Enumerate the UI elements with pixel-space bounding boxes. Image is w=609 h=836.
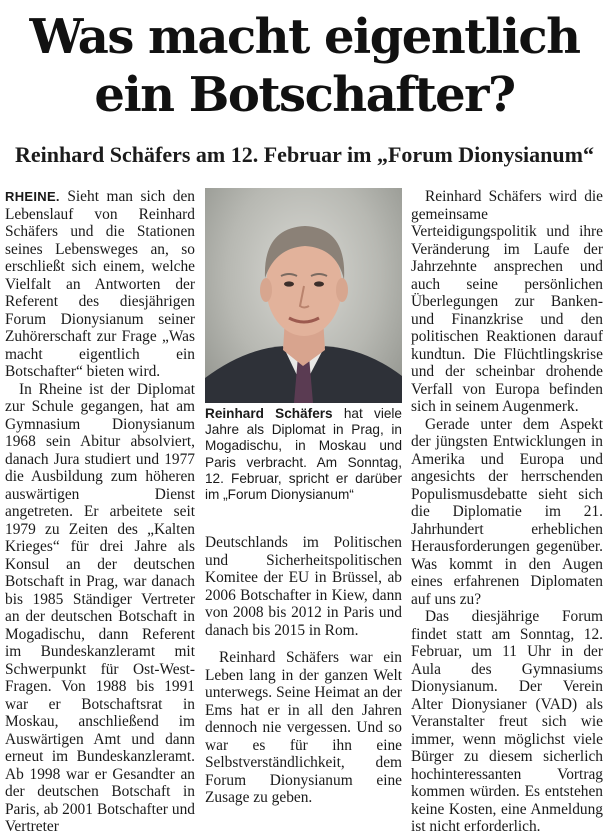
caption-text: hat viele Jahre als Diplomat in Prag, in Mogadischu, in Moskau und Paris verbracht. Am Sonntag, 12. Februar, spricht er darüber im „Forum Dionysianum“	[205, 406, 402, 503]
photo-caption	[205, 406, 402, 503]
article-column-2	[205, 534, 402, 807]
headline-line-2: ein Botschafter?	[94, 67, 515, 123]
portrait-illustration	[205, 188, 402, 403]
article-column-1	[5, 188, 195, 836]
paragraph-2: In Rheine ist der Diplomat zur Schule gegangen, hat am Gymnasium Dionysianum 1968 sein Abitur absolviert, danach Jura studiert und 1977 die Ausbildung zum höheren auswärtigen Dienst angetreten. Er arbeitete seit 1979 zu Zeiten des „Kalten Krieges“ für drei Jahre als Konsul an der deutschen Botschaft in Prag, war danach bis 1985 Ständiger Vertreter an der deutschen Botschaft in Mogadischu, dann Referent im Bundeskanzleramt mit Schwerpunkt für Ost-West-Fragen. Von 1988 bis 1991 war er Botschaftsrat in Moskau, anschließend im Auswärtigen Amt und dann erneut im Bundeskanzleramt. Ab 1998 war er Gesandter an der deutschen Botschaft in Paris, ab 2001 Botschafter und Vertreter	[5, 380, 195, 835]
paragraph-7: Das diesjährige Forum findet statt am Sonntag, 12. Februar, um 11 Uhr in der Aula des Gymnasiums Dionysianum. Der Verein Alter Dionysianer (VAD) als Veranstalter freut sich wie immer, wenn möglichst viele Bürger zu diesem sicherlich hochinteressanten Vortrag kommen würden. Es entstehen keine Kosten, eine Anmeldung ist nicht erforderlich.	[411, 608, 603, 835]
dateline: RHEINE.	[5, 189, 60, 204]
paragraph-4: Reinhard Schäfers war ein Leben lang in der ganzen Welt unterwegs. Seine Heimat an der Ems hat er in all den Jahren dennoch nie vergessen. Und so war es für ihn eine Selbstverständlichkeit, dem Forum Dionysianum eine Zusage zu geben.	[205, 649, 402, 806]
article-column-3	[411, 188, 603, 836]
subheadline: Reinhard Schäfers am 12. Februar im „Forum Dionysianum“	[15, 142, 594, 167]
headline	[0, 8, 609, 124]
paragraph-3: Deutschlands im Politischen und Sicherheitspolitischen Komitee der EU in Brüssel, ab 2006 Botschafter in Kiew, dann von 2008 bis 2012 in Paris und danach bis 2015 in Rom.	[205, 534, 402, 639]
portrait-photo	[205, 188, 402, 403]
paragraph-5: Reinhard Schäfers wird die gemeinsame Verteidigungspolitik und ihre Veränderung im Laufe der Jahrzehnte ansprechen und auch seine persönlichen Überlegungen zur Banken- und Finanzkrise und den politischen Reaktionen darauf kundtun. Die Flüchtlingskrise und der scheinbar drohende Verfall von Europa befinden sich in seinem Augenmerk.	[411, 188, 603, 415]
paragraph-1	[5, 188, 195, 381]
caption-name: Reinhard Schäfers	[205, 406, 333, 421]
paragraph-1-text: Sieht man sich den Lebenslauf von Reinhard Schäfers und die Stationen seines Lebensweges an, so erschließt sich einem, welche Vielfalt an Antworten der Referent des diesjährigen Forum Dionysianum seiner Zuhörerschaft zur Frage „Was macht eigentlich ein Botschafter“ bieten wird.	[5, 188, 195, 380]
headline-line-1: Was macht eigentlich	[29, 9, 580, 65]
paragraph-6: Gerade unter dem Aspekt der jüngsten Entwicklungen in Amerika und Europa und angesichts der herrschenden Populismusdebatte sieht sich die Diplomatie im 21. Jahrhundert erheblichen Herausforderungen gegenüber. Was kommt in den Augen eines erfahrenen Diplomaten auf uns zu?	[411, 415, 603, 608]
